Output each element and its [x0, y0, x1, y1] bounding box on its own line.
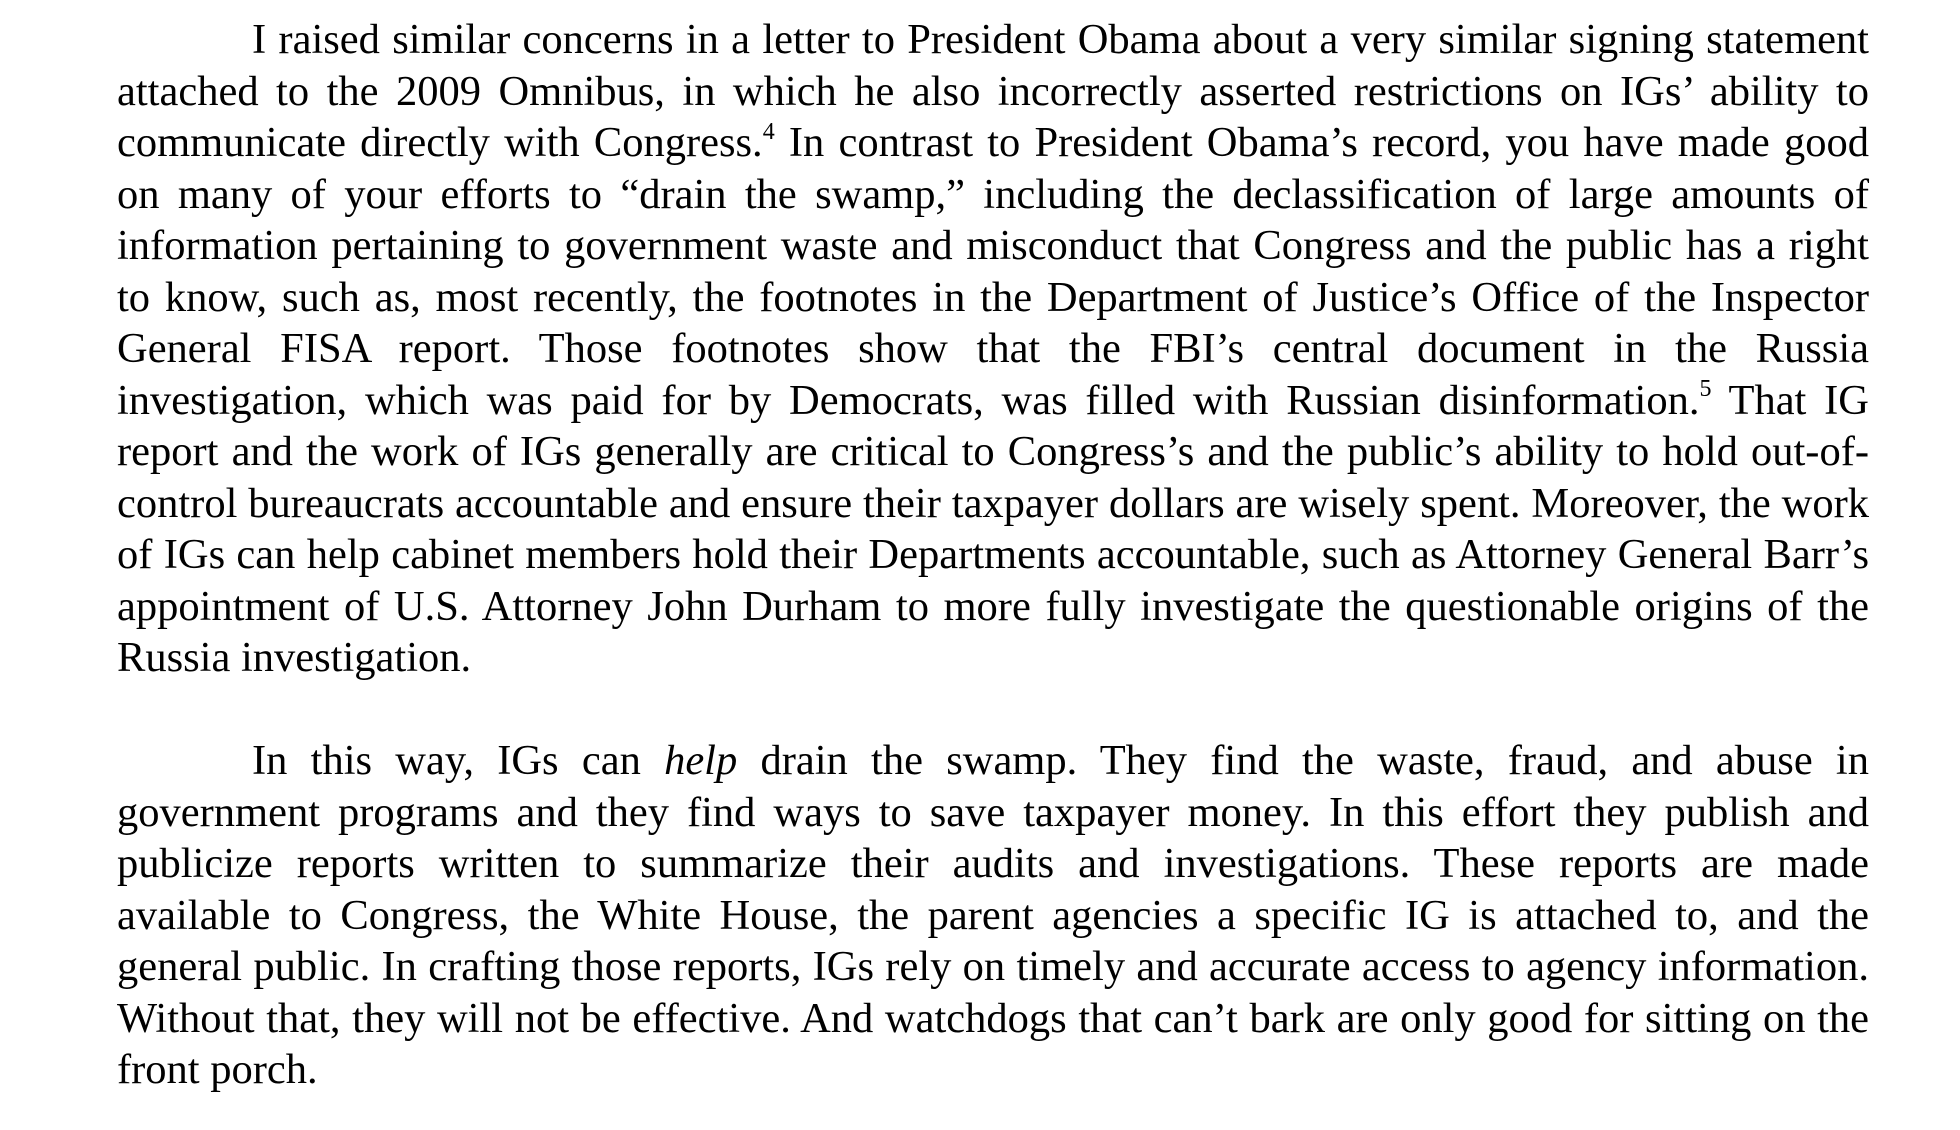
paragraph-text: I raised similar concerns in a letter to President Obama about a very similar signing statement attached to the 2009 Omnibus, in which he also incorrectly asserted restrictions on IGs’ ability to communicate directly with Congress. [117, 16, 1869, 166]
paragraph-text: That IG report and the work of IGs generally are critical to Congress’s and the public’s ability to hold out-of-control bureaucrats accountable and ensure their taxpayer dollars are wisely spent. Moreover, the work of IGs can help cabinet members hold their Departments accountable, such as Attorney General Barr’s appointment of U.S. Attorney John Durham to more fully investigate the questionable origins of the Russia investigation. [117, 376, 1869, 681]
footnote-marker[interactable]: 5 [1699, 376, 1712, 403]
paragraph-text: In this way, IGs can [252, 737, 665, 784]
paragraph-igs-concerns [117, 14, 1869, 684]
paragraph-drain-the-swamp [117, 735, 1869, 1096]
paragraph-text: In contrast to President Obama’s record, you have made good on many of your efforts to “drain the swamp,” including the declassification of large amounts of information pertaining to government waste and misconduct that Congress and the public has a right to know, such as, most recently, the footnotes in the Department of Justice’s Office of the Inspector General FISA report. Those footnotes show that the FBI’s central document in the Russia investigation, which was paid for by Democrats, was filled with Russian disinformation. [117, 119, 1869, 424]
document-page [117, 14, 1869, 1096]
emphasis-text: help [664, 737, 738, 784]
paragraph-text: drain the swamp. They find the waste, fraud, and abuse in government programs and they find ways to save taxpayer money. In this effort they publish and publicize reports written to summarize their audits and investigations. These reports are made available to Congress, the White House, the parent agencies a specific IG is attached to, and the general public. In crafting those reports, IGs rely on timely and accurate access to agency information. Without that, they will not be effective. And watchdogs that can’t bark are only good for sitting on the front porch. [117, 737, 1869, 1093]
footnote-marker[interactable]: 4 [762, 118, 775, 145]
